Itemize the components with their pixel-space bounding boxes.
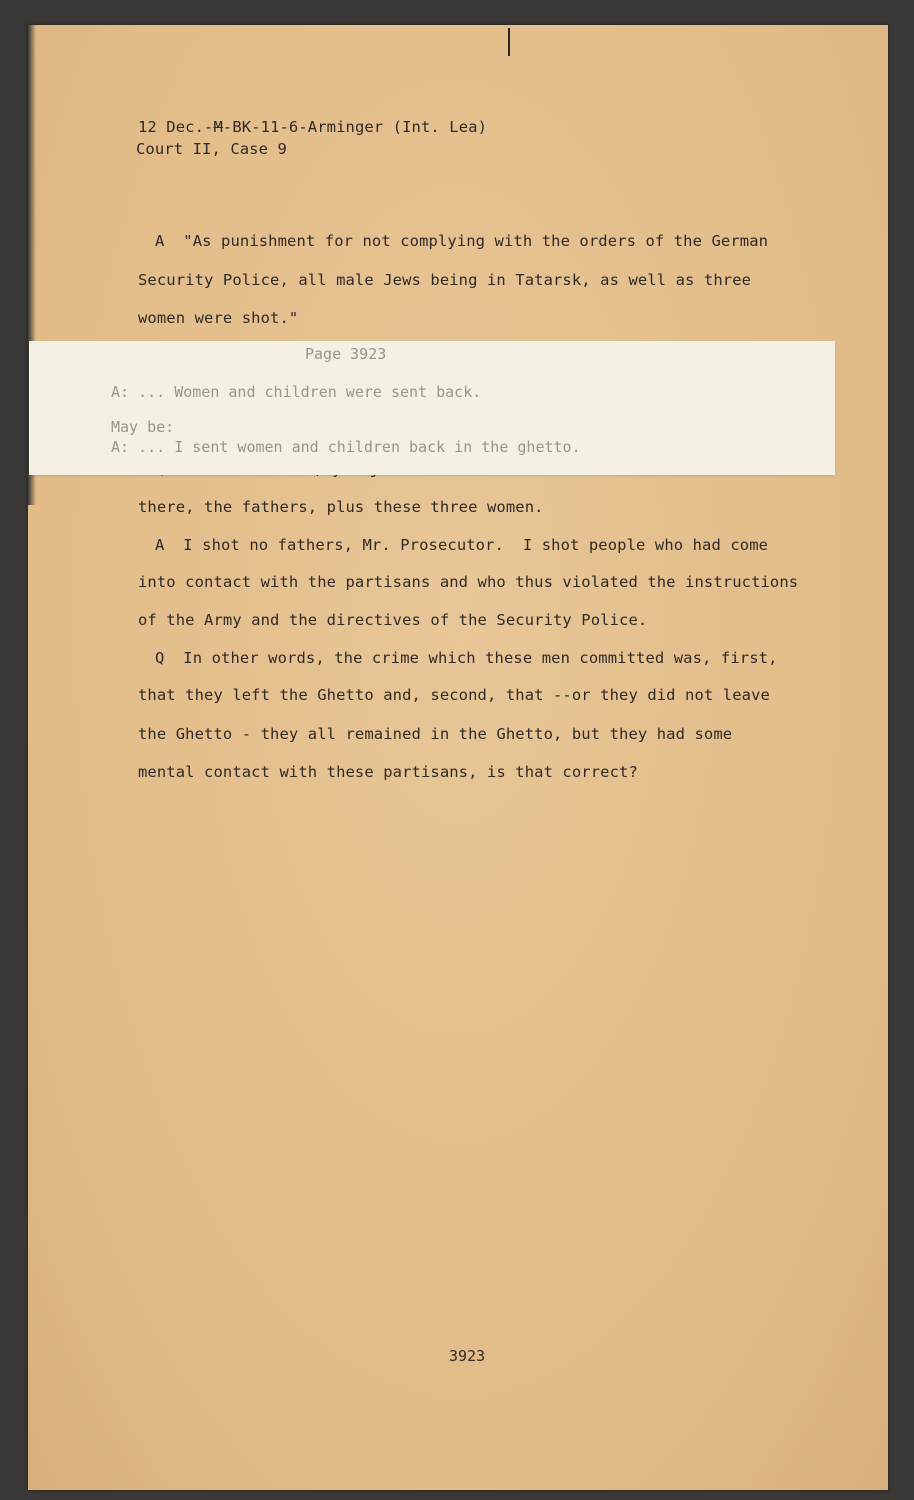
body-line: there, the fathers, plus these three women. xyxy=(138,498,544,516)
body-line: Security Police, all male Jews being in Tatarsk, as well as three xyxy=(138,271,752,289)
slip-line-b: A: ... I sent women and children back in the ghetto. xyxy=(111,438,581,456)
body-line: into contact with the partisans and who thus violated the instructions xyxy=(138,573,799,591)
correction-slip xyxy=(29,341,835,475)
body-line: women were shot." xyxy=(138,309,299,327)
header-struck: M xyxy=(213,118,223,136)
slip-page-label: Page 3923 xyxy=(305,345,387,363)
body-line: Q In other words, the crime which these men committed was, first, xyxy=(155,649,778,667)
body-line: of the Army and the directives of the Security Police. xyxy=(138,611,648,629)
binding-mark xyxy=(508,28,510,56)
page-number: 3923 xyxy=(449,1347,486,1365)
body-line: the Ghetto - they all remained in the Ghetto, but they had some xyxy=(138,725,733,743)
header-suffix: -BK-11-6-Arminger (Int. Lea) xyxy=(222,118,487,136)
body-line: A "As punishment for not complying with the orders of the German xyxy=(155,232,769,250)
body-line: mental contact with these partisans, is that correct? xyxy=(138,763,638,781)
header-line-2: Court II, Case 9 xyxy=(136,140,287,158)
slip-may-be: May be: xyxy=(111,418,175,436)
header-line-1 xyxy=(138,118,487,136)
slip-line-a: A: ... Women and children were sent back. xyxy=(111,383,482,401)
body-line: that they left the Ghetto and, second, that --or they did not leave xyxy=(138,686,770,704)
body-line: A I shot no fathers, Mr. Prosecutor. I shot people who had come xyxy=(155,536,769,554)
header-prefix: 12 Dec.- xyxy=(138,118,214,136)
